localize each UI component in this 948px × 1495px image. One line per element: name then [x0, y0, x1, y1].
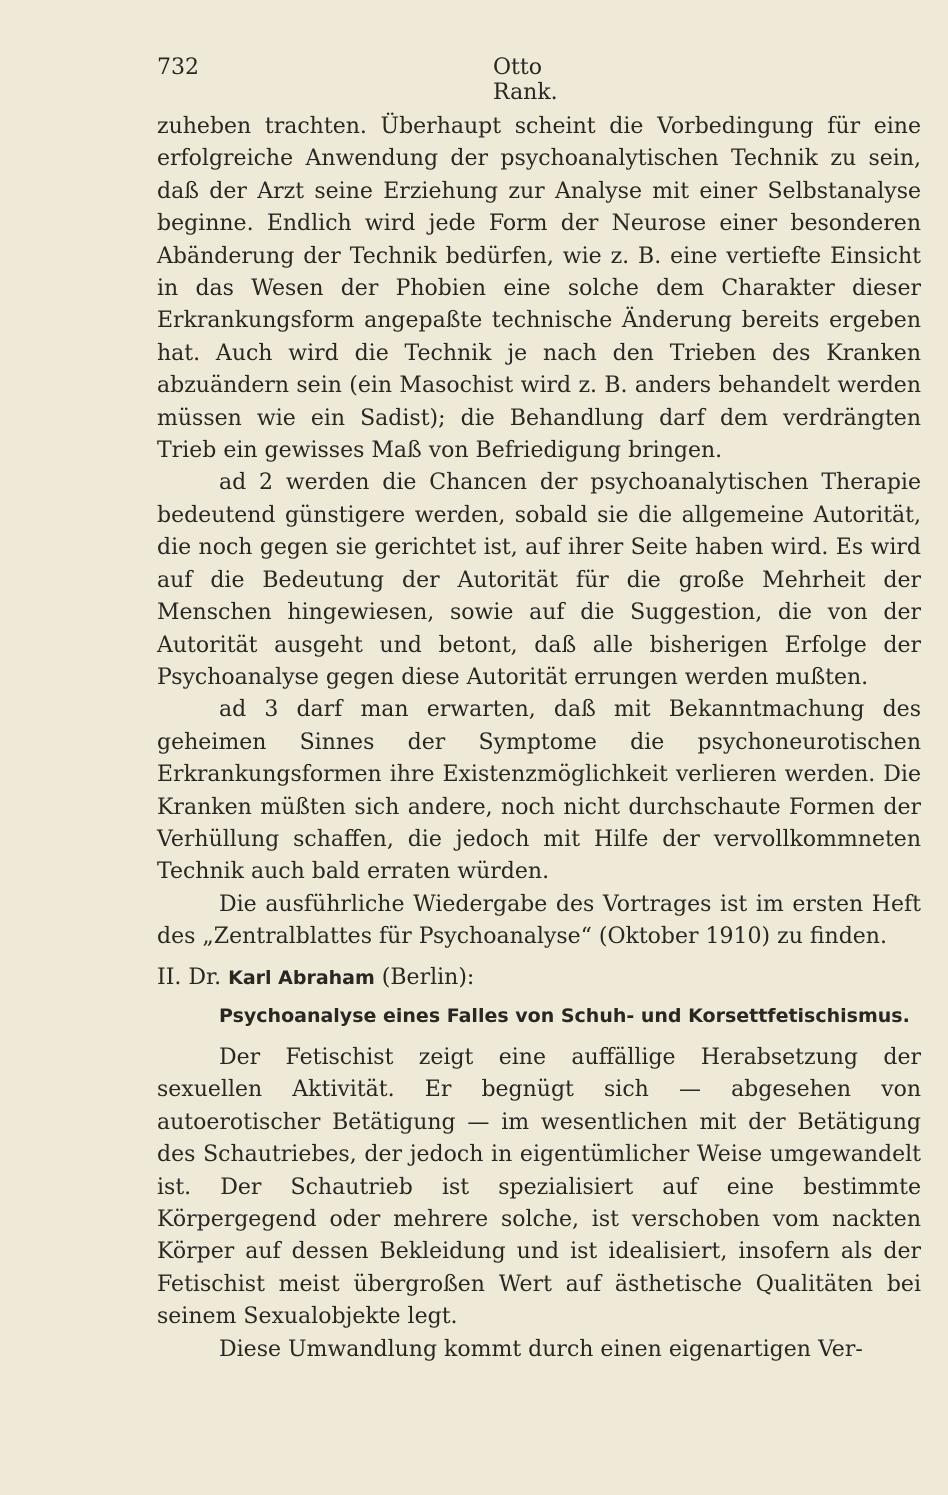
section-title: Psychoanalyse eines Falles von Schuh- und Korsettfetischismus.	[219, 1004, 910, 1027]
paragraph: ad 2 werden die Chancen der psychoanalytischen Therapie bedeutend günstigere werden, sobald sie die allgemeine Autorität, die noch gegen sie gerichtet ist, auf ihrer Seite haben wird. Es wird auf die Bedeutung der Autorität für die große Mehrheit der Menschen hingewiesen, sowie auf die Suggestion, die von der Autorität ausgeht und betont, daß alle bisherigen Erfolge der Psychoanalyse gegen diese Autorität errungen werden mußten.	[157, 470, 921, 690]
paragraph: ad 3 darf man erwarten, daß mit Bekanntmachung des geheimen Sinnes der Symptome die psychoneurotischen Erkrankungsformen ihre Existenzmöglichkeit verlieren werden. Die Kranken müßten sich andere, noch nicht durchschaute Formen der Verhüllung schaffen, die jedoch mit Hilfe der vervollkommneten Technik auch bald erraten würden.	[157, 697, 921, 885]
paragraph: zuheben trachten. Überhaupt scheint die Vorbedingung für eine erfolgreiche Anwendung der psychoanalytischen Technik zu sein, daß der Arzt seine Erziehung zur Analyse mit einer Selbstanalyse beginne. Endlich wird jede Form der Neurose einer besonderen Abänderung der Technik bedürfen, wie z. B. eine vertiefte Einsicht in das Wesen der Phobien eine solche dem Charakter dieser Erkrankungsform angepaßte technische Änderung bereits ergeben hat. Auch wird die Technik je nach den Trieben des Kranken abzuändern sein (ein Masochist wird z. B. anders behandelt werden müssen wie ein Sadist); die Behandlung darf dem verdrängten Trieb ein gewisses Maß von Befriedigung bringen.	[157, 114, 921, 464]
section-author: Karl Abraham	[228, 966, 375, 989]
section-number: II. Dr.	[157, 964, 222, 990]
paragraph: Diese Umwandlung kommt durch einen eigenartigen Ver-	[219, 1336, 863, 1362]
page-number: 732	[157, 55, 199, 80]
section-place: (Berlin):	[381, 964, 475, 990]
paragraph: Der Fetischist zeigt eine auffällige Herabsetzung der sexuellen Aktivität. Er begnügt sich — abgesehen von autoerotischer Betätigung — im wesentlichen mit der Betätigung des Schautriebes, der jedoch in eigentümlicher Weise umgewandelt ist. Der Schautrieb ist spezialisiert auf eine bestimmte Körpergegend oder mehrere solche, ist verschoben vom nackten Körper auf dessen Bekleidung und ist idealisiert, insofern als der Fetischist meist übergroßen Wert auf ästhetische Qualitäten bei seinem Sexualobjekte legt.	[157, 1044, 921, 1330]
paragraph: Die ausführliche Wiedergabe des Vortrages ist im ersten Heft des „Zentralblattes für Psychoanalyse“ (Oktober 1910) zu finden.	[157, 891, 921, 950]
body-text	[157, 111, 921, 1366]
page-header	[157, 55, 613, 105]
running-head: Otto Rank.	[493, 55, 558, 105]
section-heading	[157, 962, 921, 994]
